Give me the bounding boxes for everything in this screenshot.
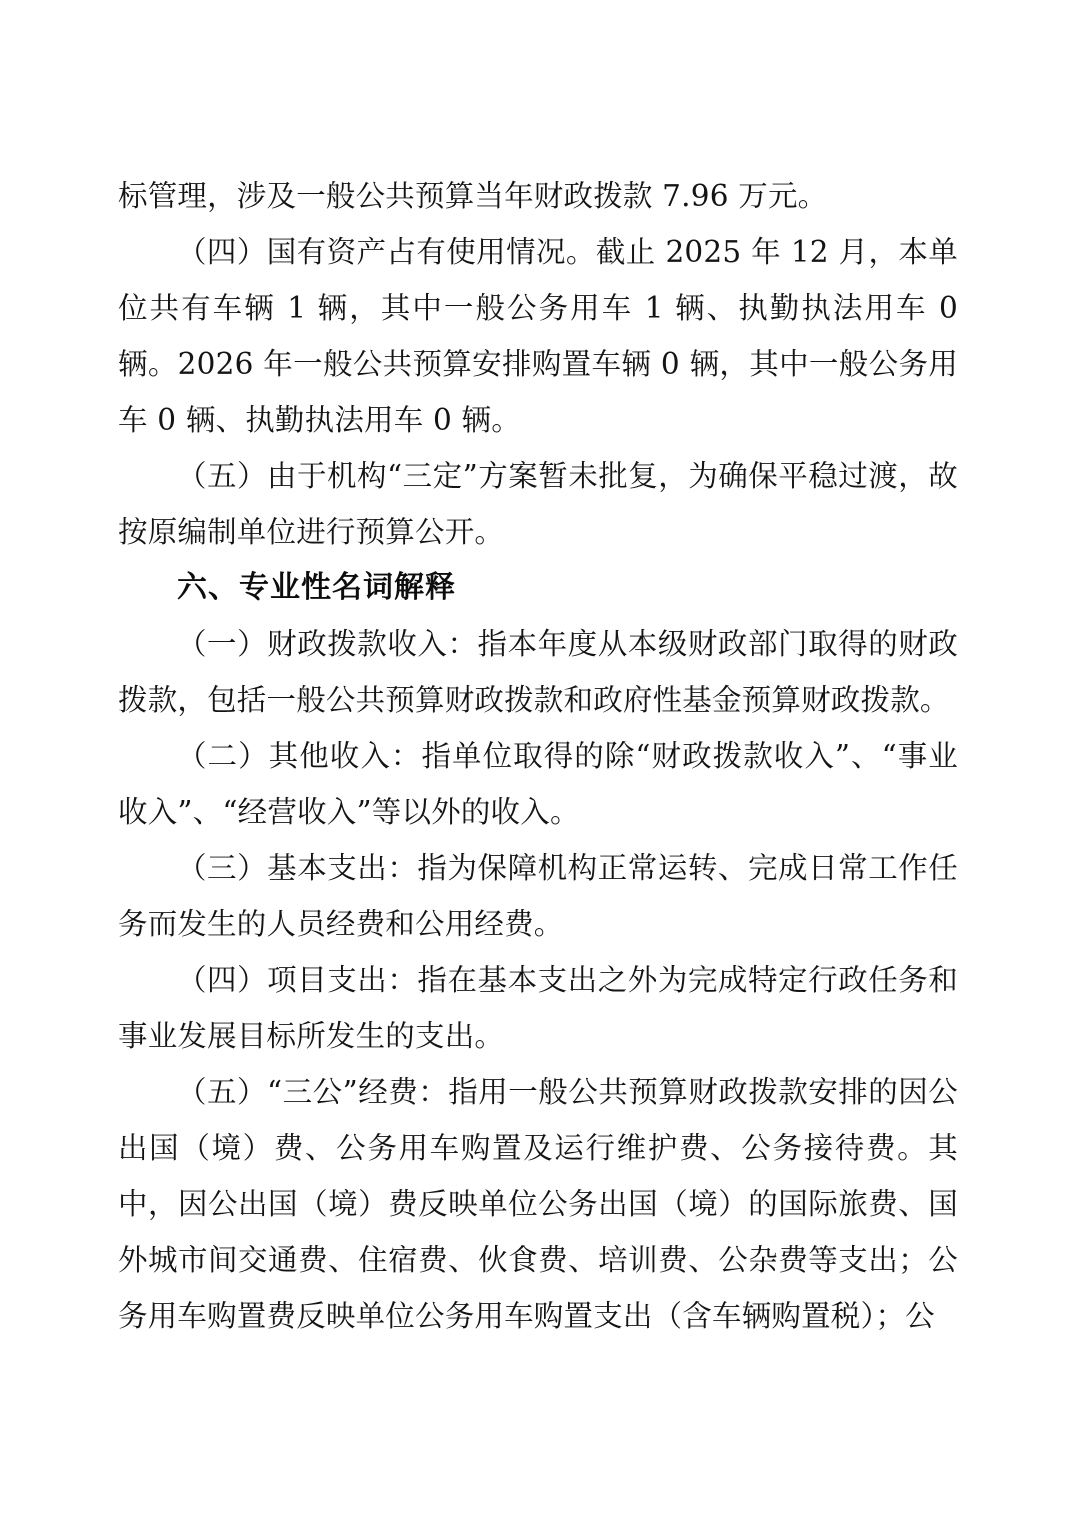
paragraph-term-three-public-expenses: （五）“三公”经费：指用一般公共预算财政拨款安排的因公出国（境）费、公务用车购置及运行维护费、公务接待费。其中，因公出国（境）费反映单位公务出国（境）的国际旅费、国外城市间交通费、住宿费、伙食费、培训费、公杂费等支出；公务用车购置费反映单位公务用车购置支出（含车辆购置税）；公: [118, 1075, 958, 1333]
section-heading-terminology: 六、专业性名词解释: [177, 570, 456, 605]
paragraph-term-fiscal-appropriation-income: （一）财政拨款收入：指本年度从本级财政部门取得的财政拨款，包括一般公共预算财政拨款和政府性基金预算财政拨款。: [118, 627, 958, 717]
paragraph-term-other-income: （二）其他收入：指单位取得的除“财政拨款收入”、“事业收入”、“经营收入”等以外的收入。: [118, 739, 958, 829]
paragraph-continuation-tax-management: 标管理，涉及一般公共预算当年财政拨款 7.96 万元。: [118, 179, 828, 213]
document-body: [118, 168, 958, 1344]
paragraph-state-assets-usage: （四）国有资产占有使用情况。截止 2025 年 12 月，本单位共有车辆 1 辆，其中一般公务用车 1 辆、执勤执法用车 0 辆。2026 年一般公共预算安排购置车辆 0 辆，其中一般公务用车 0 辆、执勤执法用车 0 辆。: [118, 235, 958, 437]
paragraph-term-basic-expenditure: （三）基本支出：指为保障机构正常运转、完成日常工作任务而发生的人员经费和公用经费。: [118, 851, 958, 941]
paragraph-organization-plan-pending: （五）由于机构“三定”方案暂未批复，为确保平稳过渡，故按原编制单位进行预算公开。: [118, 459, 958, 549]
paragraph-term-project-expenditure: （四）项目支出：指在基本支出之外为完成特定行政任务和事业发展目标所发生的支出。: [118, 963, 958, 1053]
